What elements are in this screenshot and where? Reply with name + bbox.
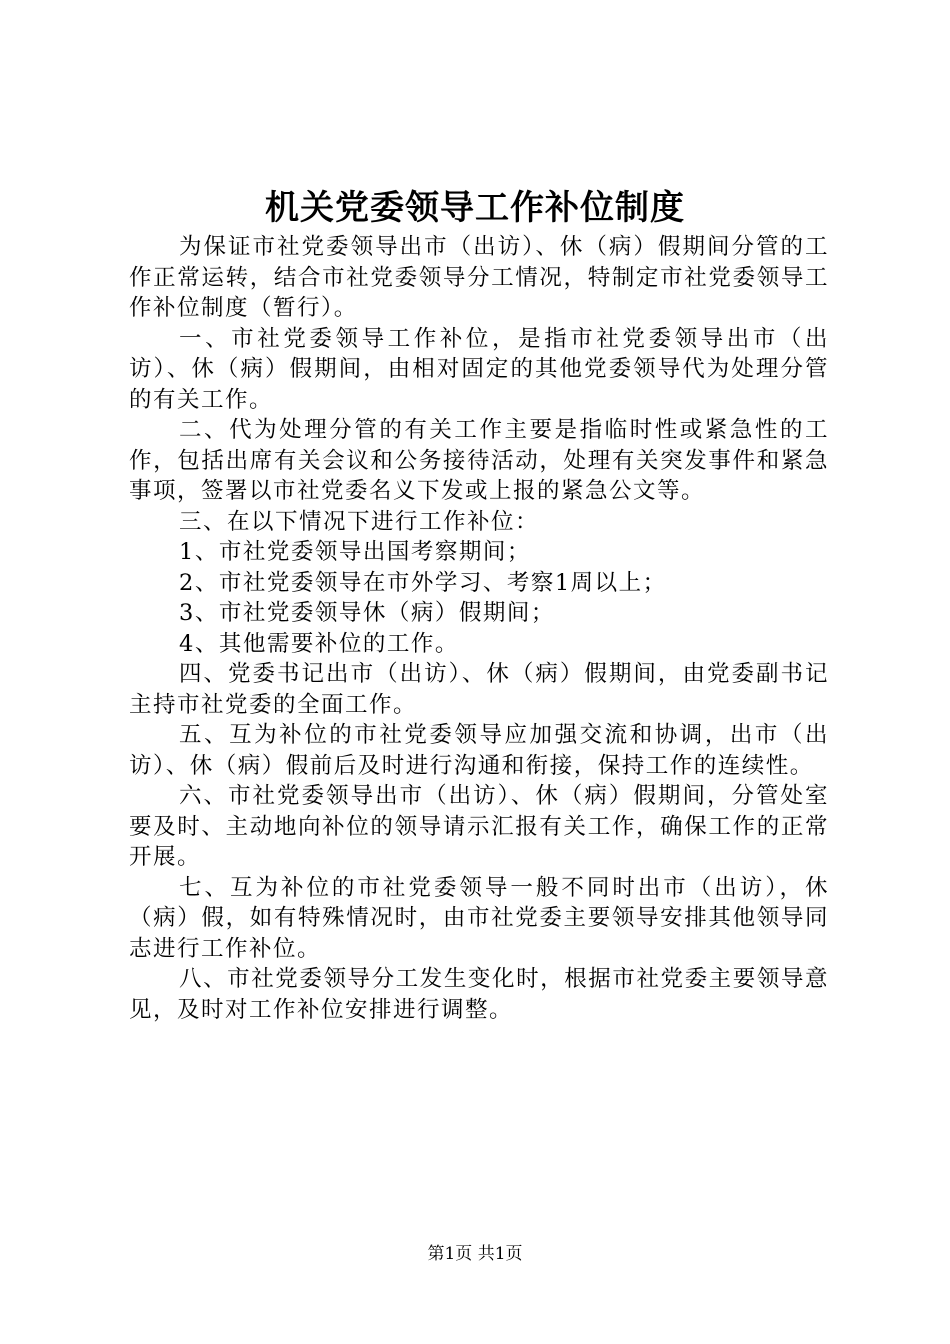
intro-paragraph: 为保证市社党委领导出市（出访）、休（病）假期间分管的工作正常运转，结合市社党委领导分工情况，特制定市社党委领导工作补位制度（暂行）。	[129, 234, 829, 321]
clause-8-paragraph: 八、市社党委领导分工发生变化时，根据市社党委主要领导意见，及时对工作补位安排进行调整。	[129, 966, 829, 1023]
clause-2-paragraph: 二、代为处理分管的有关工作主要是指临时性或紧急性的工作，包括出席有关会议和公务接待活动，处理有关突发事件和紧急事项，签署以市社党委名义下发或上报的紧急公文等。	[129, 417, 829, 504]
clause-4-paragraph: 四、党委书记出市（出访）、休（病）假期间，由党委副书记主持市社党委的全面工作。	[129, 661, 829, 718]
list-item-1: 1、市社党委领导出国考察期间；	[179, 539, 531, 565]
list-item-4: 4、其他需要补位的工作。	[179, 630, 459, 657]
clause-1-paragraph: 一、市社党委领导工作补位，是指市社党委领导出市（出访）、休（病）假期间，由相对固定的其他党委领导代为处理分管的有关工作。	[129, 325, 829, 413]
list-item-2: 2、市社党委领导在市外学习、考察1周以上；	[179, 569, 667, 596]
clause-6-paragraph: 六、市社党委领导出市（出访）、休（病）假期间，分管处室要及时、主动地向补位的领导请示汇报有关工作，确保工作的正常开展。	[129, 783, 829, 870]
clause-5-paragraph: 五、互为补位的市社党委领导应加强交流和协调，出市（出访）、休（病）假前后及时进行沟通和衔接，保持工作的连续性。	[129, 722, 829, 779]
document-title: 机关党委领导工作补位制度	[265, 188, 685, 228]
clause-7-paragraph: 七、互为补位的市社党委领导一般不同时出市（出访），休（病）假，如有特殊情况时，由市社党委主要领导安排其他领导同志进行工作补位。	[129, 874, 829, 962]
document-body	[129, 232, 829, 1025]
clause-3-paragraph: 三、在以下情况下进行工作补位：	[179, 508, 540, 535]
list-item-3: 3、市社党委领导休（病）假期间；	[179, 600, 555, 626]
page-number-footer: 第1页 共1页	[427, 1244, 523, 1264]
